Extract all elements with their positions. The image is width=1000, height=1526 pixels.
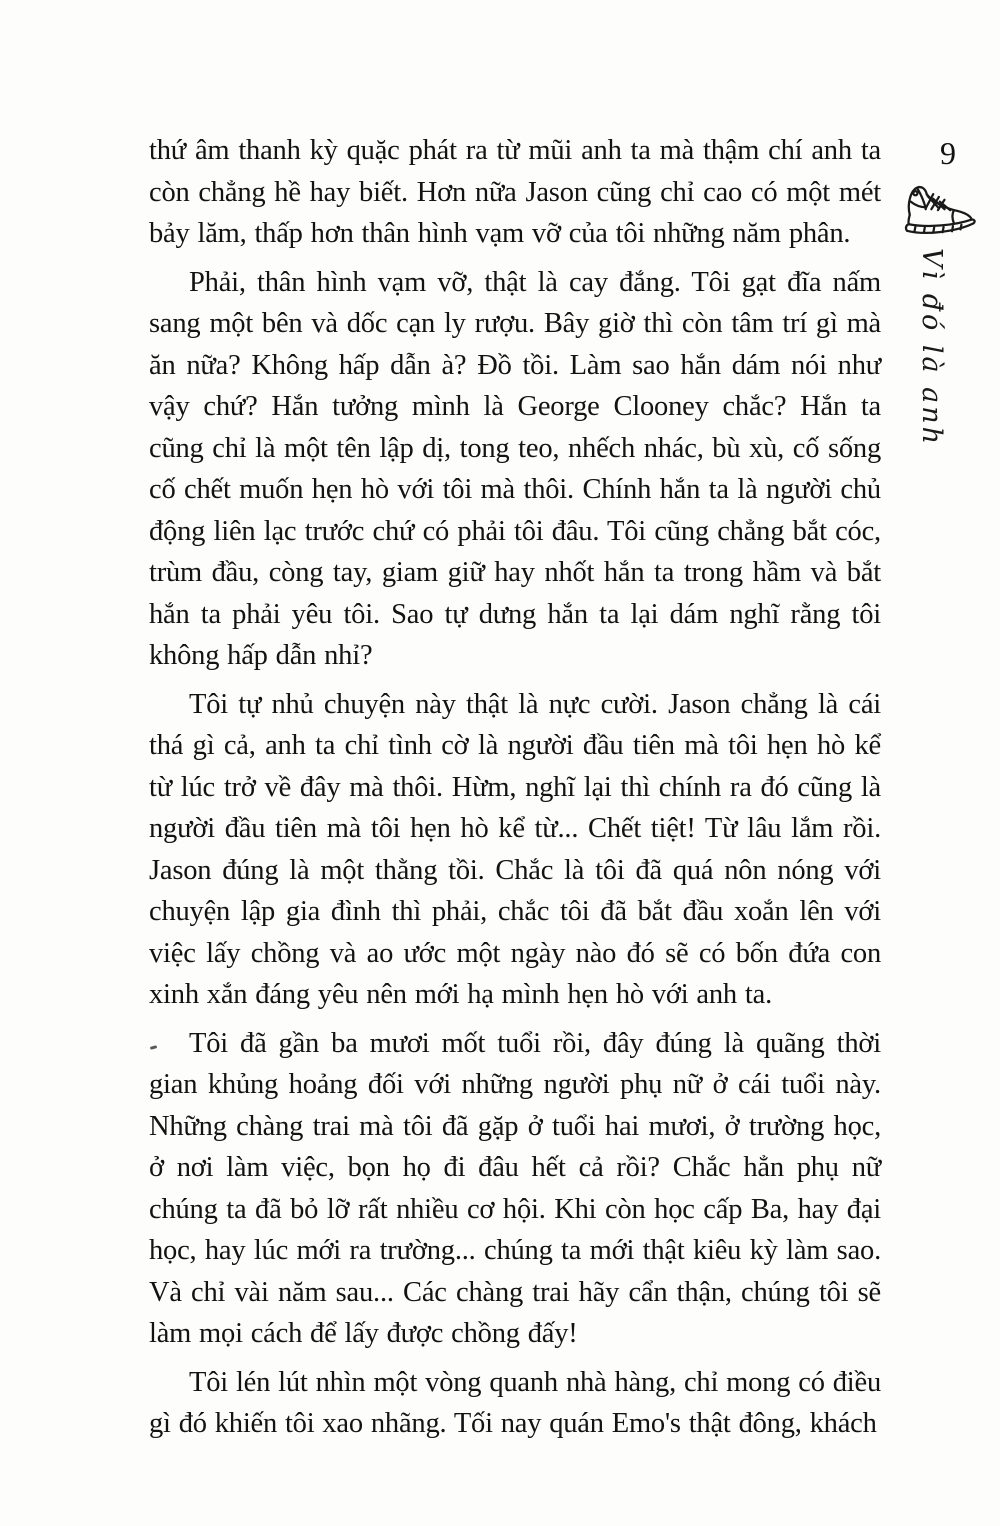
paragraph: Tôi lén lút nhìn một vòng quanh nhà hàng, chỉ mong có điều gì đó khiến tôi xao nhãng. Tối nay quán Emo's thật đông, khách (149, 1366, 881, 1439)
body-text (149, 130, 881, 1445)
sneaker-icon (894, 181, 980, 243)
paragraph: thứ âm thanh kỳ quặc phát ra từ mũi anh ta mà thậm chí anh ta còn chẳng hề hay biết. Hơn nữa Jason cũng chỉ cao có một mét bảy lăm, thấp hơn thân hình vạm vỡ của tôi những năm phân. (149, 135, 881, 249)
paragraph: Tôi đã gần ba mươi mốt tuổi rồi, đây đúng là quãng thời gian khủng hoảng đối với những người phụ nữ ở cái tuổi này. Những chàng trai mà tôi đã gặp ở tuổi hai mươi, ở trường học, ở nơi làm việc, bọn họ đi đâu hết cả rồi? Chắc hẳn phụ nữ chúng ta đã bỏ lỡ rất nhiều cơ hội. Khi còn học cấp Ba, hay đại học, hay lúc mới ra trường... chúng ta mới thật kiêu kỳ làm sao. Và chỉ vài năm sau... Các chàng trai hãy cẩn thận, chúng tôi sẽ làm mọi cách để lấy được chồng đấy! (149, 1027, 881, 1349)
page-number: 9 (940, 135, 956, 171)
paragraph: Phải, thân hình vạm vỡ, thật là cay đắng. Tôi gạt đĩa nấm sang một bên và dốc cạn ly rượu. Bây giờ thì còn tâm trí gì mà ăn nữa? Không hấp dẫn à? Đồ tồi. Làm sao hắn dám nói như vậy chứ? Hắn tưởng mình là George Clooney chắc? Hắn ta cũng chỉ là một tên lập dị, tong teo, nhếch nhác, bù xù, cố sống cố chết muốn hẹn hò với tôi mà thôi. Chính hắn ta là người chủ động liên lạc trước chứ có phải tôi đâu. Tôi cũng chẳng bắt cóc, trùm đầu, còng tay, giam giữ hay nhốt hắn ta trong hầm và bắt hắn ta phải yêu tôi. Sao tự dưng hắn ta lại dám nghĩ rằng tôi không hấp dẫn nhỉ? (149, 266, 881, 671)
paragraph: Tôi tự nhủ chuyện này thật là nực cười. Jason chẳng là cái thá gì cả, anh ta chỉ tình cờ là người đầu tiên mà tôi hẹn hò kể từ lúc trở về đây mà thôi. Hừm, nghĩ lại thì chính ra đó cũng là người đầu tiên mà tôi hẹn hò kể từ... Chết tiệt! Từ lâu lắm rồi. Jason đúng là một thằng tồi. Chắc là tôi đã quá nôn nóng với chuyện lập gia đình thì phải, chắc tôi đã bắt đầu xoắn lên với việc lấy chồng và ao ước một ngày nào đó sẽ có bốn đứa con xinh xắn đáng yêu nên mới hạ mình hẹn hò với anh ta. (149, 688, 881, 1010)
margin-book-title: Vì đó là anh (916, 248, 947, 448)
